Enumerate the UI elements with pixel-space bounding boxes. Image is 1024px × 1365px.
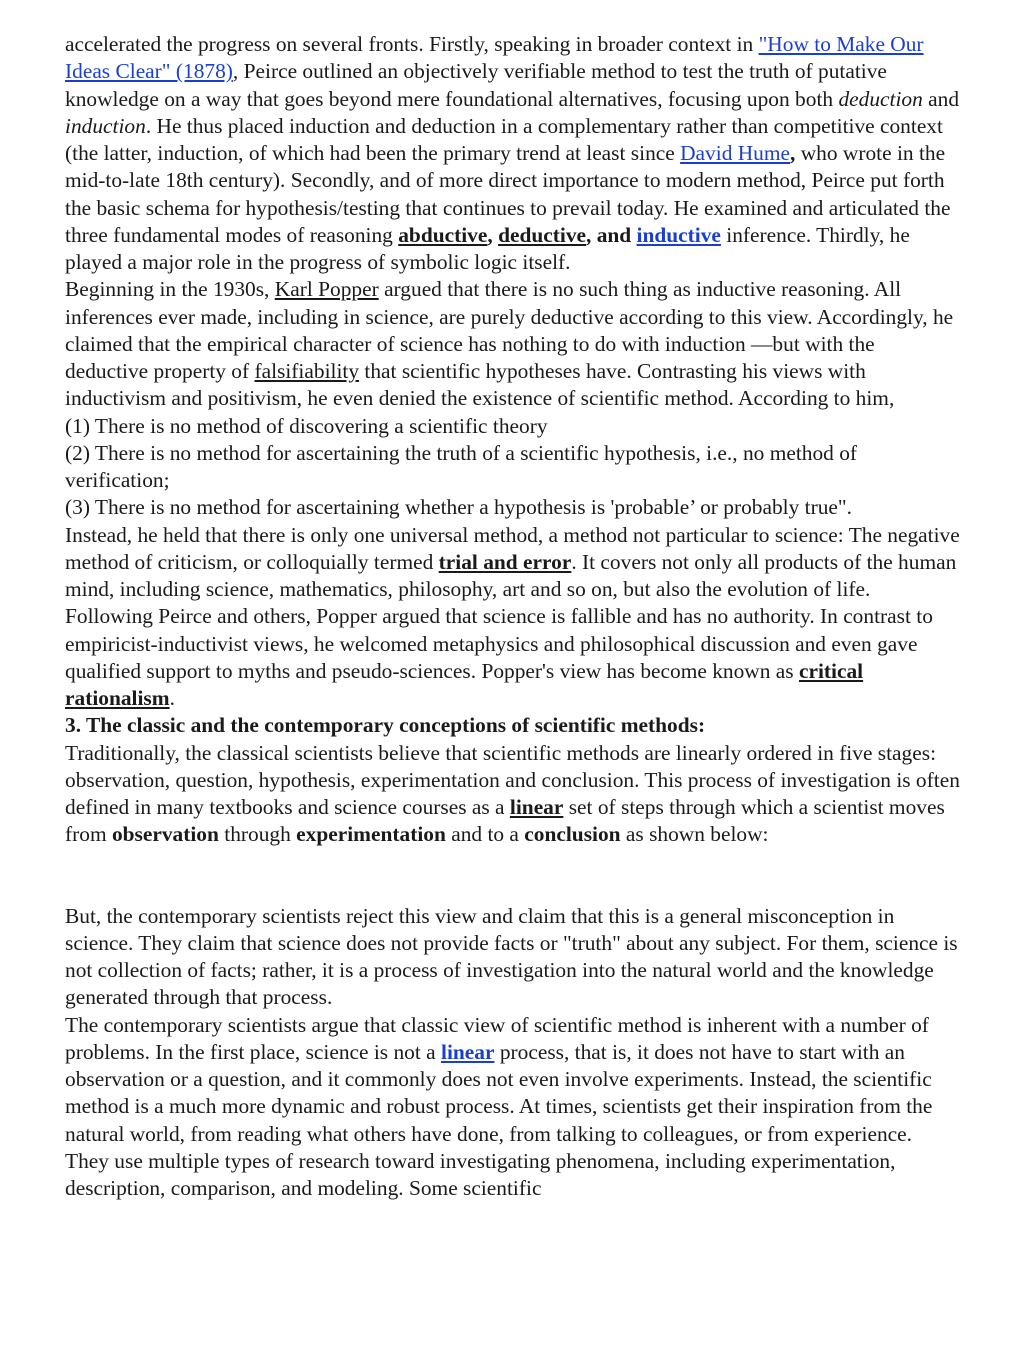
blank-space [65, 849, 960, 903]
paragraph-classic-view: Traditionally, the classical scientists believe that scientific methods are linearly ordered in five stages: observation, question, hypothesis, experimentation and conclusion. This process of investigation is often defined in many textbooks and science courses as a linear set of steps through which a scientist moves from observation through experimentation and to a conclusion as shown below: [65, 740, 960, 847]
paragraph-peirce: accelerated the progress on several fronts. Firstly, speaking in broader context in "How to Make Our Ideas Clear" (1878), Peirce outlined an objectively verifiable method to test the truth of putative knowledge on a way that goes beyond mere foundational alternatives, focusing upon both deduction and induction. He thus placed induction and deduction in a complementary rather than competitive context (the latter, induction, of which had been the primary trend at least since David Hume, who wrote in the mid-to-late 18th century). Secondly, and of more direct importance to modern method, Peirce put forth the basic schema for hypothesis/testing that continues to prevail today. He examined and articulated the three fundamental modes of reasoning abductive, deductive, and inductive inference. Thirdly, he played a major role in the progress of symbolic logic itself. [65, 32, 960, 274]
term-critical-rationalism: critical rationalism [65, 658, 864, 710]
link-david-hume[interactable]: David Hume [680, 141, 791, 165]
term-conclusion: conclusion [524, 822, 621, 847]
document-body [65, 31, 960, 1202]
term-abductive: abductive [398, 222, 488, 247]
section-heading: 3. The classic and the contemporary conceptions of scientific methods: [65, 713, 706, 738]
term-experimentation: experimentation [296, 822, 446, 847]
list-item: (1) There is no method of discovering a scientific theory [65, 413, 548, 438]
term-deductive: deductive [498, 222, 587, 247]
term-falsifiability: falsifiability [254, 359, 360, 383]
link-how-to-make-our-ideas-clear[interactable]: "How to Make Our Ideas Clear" (1878) [65, 32, 924, 84]
paragraph-contemporary-problems: The contemporary scientists argue that classic view of scientific method is inherent with a number of problems. In the first place, science is not a linear process, that is, it does not have to start with an observation or a question, and it commonly does not even involve experiments. Instead, the scientific method is a much more dynamic and robust process. At times, scientists get their inspiration from the natural world, from reading what others have done, from talking to colleagues, or from experience. They use multiple types of research toward investigating phenomena, including experimentation, description, comparison, and modeling. Some scientific [65, 1012, 933, 1200]
term-observation: observation [111, 822, 219, 847]
term-karl-popper: Karl Popper [274, 277, 379, 302]
paragraph-trial-and-error: Instead, he held that there is only one universal method, a method not particular to science: The negative method of criticism, or colloquially termed trial and error. It covers not only all products of the human mind, including science, mathematics, philosophy, art and so on, but also the evolution of life. [65, 522, 960, 601]
link-inductive[interactable]: inductive [636, 222, 721, 247]
paragraph-contemporary-view: But, the contemporary scientists reject this view and claim that this is a general misconception in science. They claim that science does not provide facts or "truth" about any subject. For them, science is not collection of facts; rather, it is a process of investigation into the natural world and the knowledge generated through that process. [65, 903, 958, 1010]
paragraph-popper: Beginning in the 1930s, Karl Popper argued that there is no such thing as inductive reasoning. All inferences ever made, including in science, are purely deductive according to this view. Accordingly, he claimed that the empirical character of science has nothing to do with induction —but with the deductive property of falsifiability that scientific hypotheses have. Contrasting his views with inductivism and positivism, he even denied the existence of scientific method. According to him, [65, 277, 954, 411]
term-linear: linear [509, 795, 564, 819]
link-linear[interactable]: linear [441, 1039, 495, 1064]
term-deduction: deduction [838, 86, 923, 111]
list-item: (3) There is no method for ascertaining whether a hypothesis is 'probable’ or probably true". [65, 495, 852, 520]
term-induction: induction [65, 113, 146, 138]
paragraph-critical-rationalism: Following Peirce and others, Popper argued that science is fallible and has no authority. In contrast to empiricist-inductivist views, he welcomed metaphysics and philosophical discussion and even gave qualified support to myths and pseudo-sciences. Popper's view has become known as critical rationalism. [65, 604, 933, 710]
term-trial-and-error: trial and error [438, 549, 572, 574]
list-item: (2) There is no method for ascertaining the truth of a scientific hypothesis, i.e., no method of verification; [65, 440, 858, 492]
